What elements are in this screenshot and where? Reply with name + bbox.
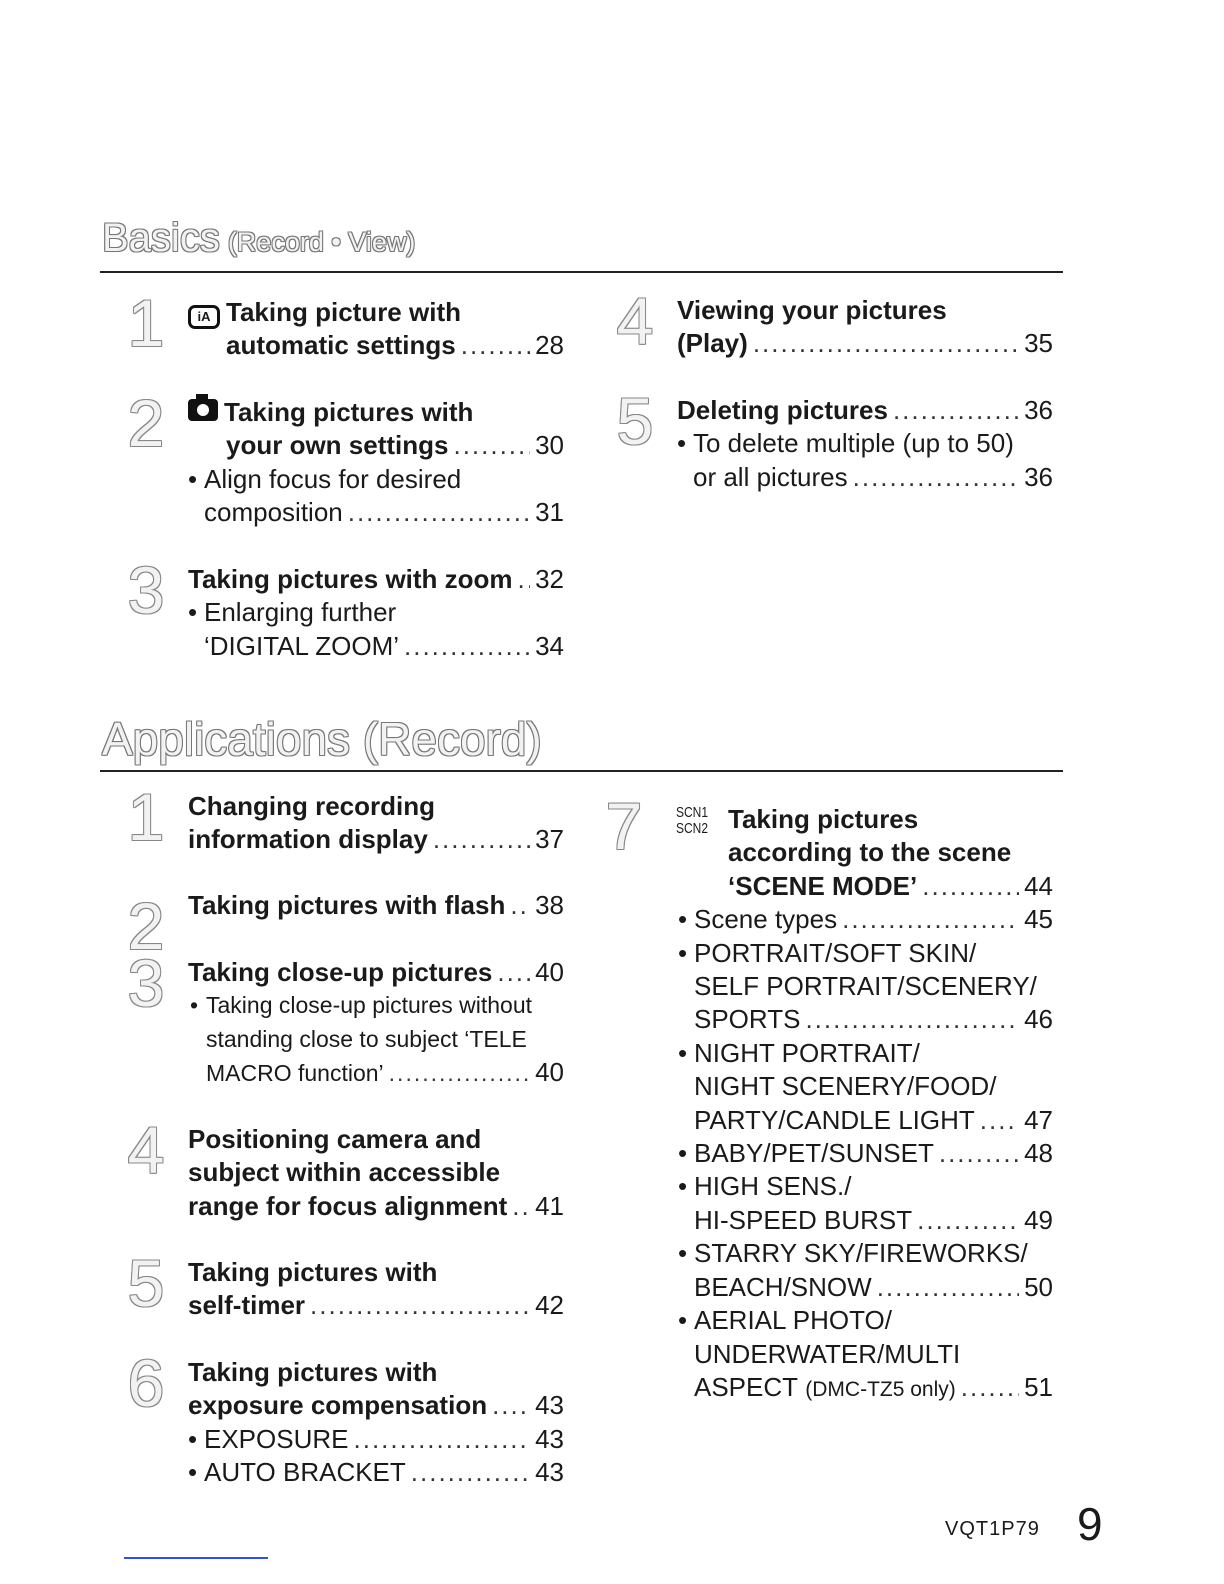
leader-dots [922, 870, 1019, 903]
leader-dots [980, 1104, 1019, 1137]
leader-dots [310, 1289, 530, 1322]
entry-number: 3 [127, 553, 165, 627]
page-ref[interactable]: 43 [535, 1457, 564, 1488]
sub-item: AUTO BRACKET [204, 1457, 406, 1488]
sub-item: AERIAL PHOTO/ [694, 1305, 892, 1336]
entry-title: Taking pictures with [188, 1257, 438, 1287]
bullet-icon: • [190, 992, 199, 1019]
page-ref[interactable]: 34 [535, 630, 564, 661]
sub-item: MACRO function’ [206, 1060, 384, 1087]
page-ref[interactable]: 28 [535, 330, 564, 361]
footer-rule [124, 1557, 268, 1559]
entry-title: information display [188, 824, 428, 855]
entry-number: 1 [127, 286, 165, 360]
basics-section-title: Basics (Record • View) [102, 216, 416, 260]
toc-entry-basics-3[interactable] [127, 553, 564, 663]
leader-dots [461, 329, 530, 362]
leader-dots [433, 823, 530, 856]
toc-entry-basics-2[interactable] [127, 386, 564, 530]
toc-entry-applications-1[interactable] [127, 780, 564, 857]
entry-title: Positioning camera and [188, 1124, 482, 1154]
leader-dots [842, 903, 1019, 936]
page-ref[interactable]: 44 [1024, 870, 1053, 901]
entry-number: 1 [127, 780, 165, 854]
entry-title: Taking pictures with flash [188, 890, 506, 920]
entry-title: Taking pictures with zoom [188, 564, 513, 594]
entry-title: (Play) [677, 328, 748, 359]
entry-title: exposure compensation [188, 1390, 488, 1421]
sub-item: Scene types [694, 904, 838, 935]
entry-title: automatic settings [226, 330, 456, 361]
bullet-icon: • [678, 937, 688, 968]
sub-item: STARRY SKY/FIREWORKS/ [694, 1238, 1028, 1269]
bullet-icon: • [678, 904, 688, 935]
bullet-icon: • [188, 1423, 198, 1454]
entry-title: ‘SCENE MODE’ [728, 870, 918, 901]
page-ref[interactable]: 41 [535, 1190, 564, 1221]
entry-number: 2 [127, 386, 165, 460]
page-ref[interactable]: 47 [1024, 1104, 1053, 1135]
sub-item: ASPECT [694, 1371, 799, 1402]
sub-item: PORTRAIT/SOFT SKIN/ [694, 937, 977, 968]
bullet-icon: • [188, 597, 198, 628]
bullet-icon: • [678, 1037, 688, 1068]
leader-dots [805, 1003, 1019, 1036]
entry-title: Viewing your pictures [677, 295, 947, 325]
page-ref[interactable]: 51 [1024, 1371, 1053, 1402]
leader-dots [492, 1389, 530, 1422]
sub-item: UNDERWATER/MULTI [694, 1338, 961, 1369]
page-ref[interactable]: 49 [1024, 1204, 1053, 1235]
page-ref[interactable]: 42 [535, 1290, 564, 1321]
entry-number: 7 [605, 789, 643, 863]
page-ref[interactable]: 45 [1024, 904, 1053, 935]
toc-entry-basics-5[interactable] [616, 384, 1053, 494]
sub-item: composition [204, 497, 343, 528]
leader-dots [961, 1371, 1019, 1404]
bullet-icon: • [678, 1171, 688, 1202]
entry-number: 3 [127, 946, 165, 1020]
toc-entry-applications-6[interactable] [127, 1346, 564, 1490]
sub-item: standing close to subject ‘TELE [206, 1025, 527, 1052]
entry-title: Changing recording [188, 791, 435, 821]
toc-entry-applications-5[interactable] [127, 1246, 564, 1323]
page-ref[interactable]: 31 [535, 497, 564, 528]
section-divider [100, 271, 1063, 273]
entry-number: 6 [127, 1346, 165, 1420]
sub-item: PARTY/CANDLE LIGHT [694, 1104, 975, 1135]
page-ref[interactable]: 36 [1024, 461, 1053, 492]
sub-item: or all pictures [693, 461, 848, 492]
entry-title: Taking pictures with [224, 397, 474, 427]
leader-dots [411, 1456, 530, 1489]
entry-title: Deleting pictures [677, 395, 888, 425]
leader-dots [354, 1423, 531, 1456]
sub-item: NIGHT PORTRAIT/ [694, 1037, 920, 1068]
leader-dots [893, 394, 1019, 427]
bullet-icon: • [678, 1238, 688, 1269]
leader-dots [753, 327, 1019, 360]
page-ref[interactable]: 36 [1024, 395, 1053, 425]
scene-mode-icon: SCN1 SCN2 [676, 804, 709, 837]
entry-title: Taking pictures with [188, 1357, 438, 1387]
toc-entry-applications-3[interactable] [127, 946, 564, 1091]
entry-title: self-timer [188, 1290, 306, 1321]
leader-dots [348, 496, 530, 529]
page-ref[interactable]: 50 [1024, 1271, 1053, 1302]
entry-title: Taking picture with [226, 297, 461, 327]
bullet-icon: • [678, 1138, 688, 1169]
applications-section-title: Applications (Record) [102, 713, 542, 765]
leader-dots [877, 1271, 1019, 1304]
toc-entry-applications-4[interactable] [127, 1113, 564, 1223]
sub-item: SELF PORTRAIT/SCENERY/ [694, 971, 1037, 1002]
basics-section-subtitle: (Record • View) [227, 227, 416, 257]
sub-item: BEACH/SNOW [694, 1271, 872, 1302]
sub-item: HI-SPEED BURST [694, 1204, 913, 1235]
entry-title: your own settings [226, 430, 449, 461]
sub-item: EXPOSURE [204, 1423, 349, 1454]
intelligent-auto-mode-icon: iA [188, 305, 220, 329]
toc-entry-basics-4[interactable] [616, 284, 1053, 361]
sub-item: HIGH SENS./ [694, 1171, 852, 1202]
leader-dots [453, 429, 530, 462]
entry-number: 4 [616, 284, 654, 358]
toc-entry-applications-7[interactable] [605, 789, 1053, 1406]
leader-dots [939, 1137, 1019, 1170]
entry-number: 2 [127, 889, 165, 963]
section-divider [100, 770, 1063, 772]
leader-dots [512, 1190, 530, 1223]
bullet-icon: • [188, 1457, 198, 1488]
page-ref[interactable]: 37 [535, 824, 564, 855]
page-number: 9 [1077, 1498, 1103, 1550]
sub-item: NIGHT SCENERY/FOOD/ [694, 1071, 997, 1102]
leader-dots [853, 461, 1019, 494]
page-ref[interactable]: 43 [535, 1390, 564, 1421]
page-ref[interactable]: 40 [535, 957, 564, 987]
toc-entry-applications-2[interactable] [127, 889, 564, 963]
leader-dots [917, 1204, 1019, 1237]
leader-dots [404, 630, 530, 663]
entry-number: 5 [616, 384, 654, 458]
entry-title: according to the scene [728, 837, 1012, 868]
leader-dots [510, 889, 530, 922]
bullet-icon: • [188, 463, 198, 494]
page-ref[interactable]: 46 [1024, 1004, 1053, 1035]
page-ref[interactable]: 30 [535, 430, 564, 461]
sub-item: BABY/PET/SUNSET [694, 1138, 934, 1169]
sub-item: SPORTS [694, 1004, 801, 1035]
camera-mode-icon [188, 399, 218, 421]
sub-item: Align focus for desired [204, 463, 462, 494]
bullet-icon: • [677, 428, 687, 459]
page-ref[interactable]: 48 [1024, 1138, 1053, 1169]
leader-dots [389, 1057, 530, 1090]
leader-dots [518, 563, 531, 596]
sub-item: Taking close-up pictures without [206, 992, 532, 1019]
entry-title: subject within accessible [188, 1157, 501, 1188]
page-ref[interactable]: 35 [1024, 328, 1053, 359]
entry-number: 5 [127, 1246, 165, 1320]
model-code: VQT1P79 [945, 1518, 1040, 1540]
page-ref[interactable]: 38 [535, 890, 564, 920]
entry-number: 4 [127, 1113, 165, 1187]
entry-title: range for focus alignment [188, 1190, 508, 1221]
sub-item: ‘DIGITAL ZOOM’ [204, 630, 399, 661]
page-ref[interactable]: 43 [535, 1423, 564, 1454]
entry-title: Taking pictures [728, 804, 919, 834]
leader-dots [497, 956, 530, 989]
bullet-icon: • [678, 1305, 688, 1336]
sub-item: To delete multiple (up to 50) [693, 428, 1014, 459]
page-ref[interactable]: 40 [535, 1057, 564, 1088]
entry-title: Taking close-up pictures [188, 957, 493, 987]
sub-item: Enlarging further [204, 597, 397, 628]
model-note: (DMC-TZ5 only) [805, 1377, 956, 1401]
toc-entry-basics-1[interactable] [127, 286, 564, 363]
page-ref[interactable]: 32 [535, 564, 564, 594]
